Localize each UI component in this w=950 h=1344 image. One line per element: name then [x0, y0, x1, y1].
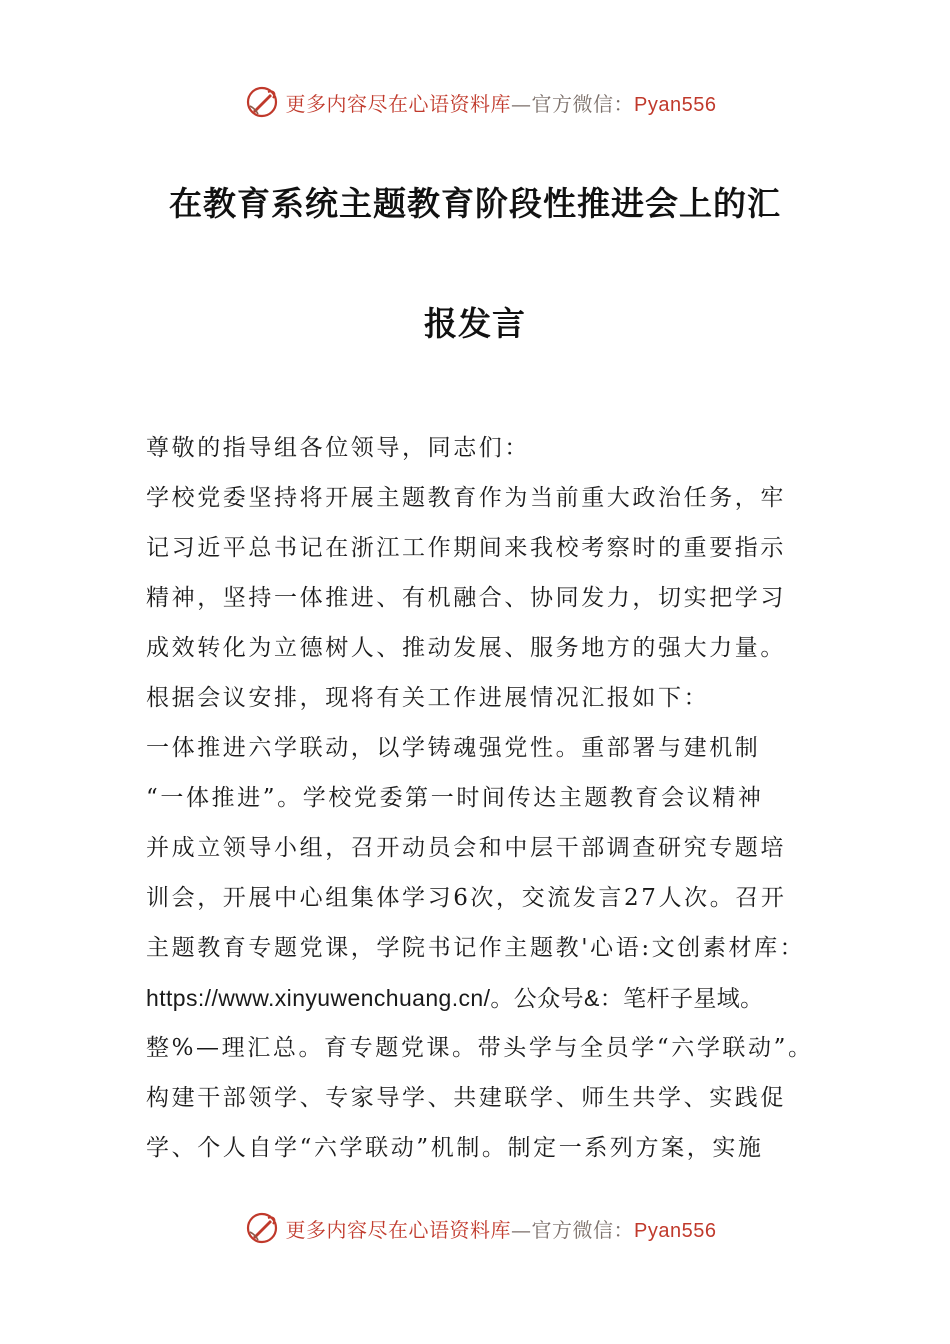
body-line: 学、个人自学“六学联动”机制。制定一系列方案，实施 [146, 1135, 764, 1161]
header-banner [0, 82, 950, 122]
body-line: 根据会议安排，现将有关工作进展情况汇报如下： [146, 685, 710, 711]
document-title-line-1: 在教育系统主题教育阶段性推进会上的汇 [169, 184, 781, 223]
body-line: 构建干部领学、专家导学、共建联学、师生共学、实践促 [146, 1085, 786, 1111]
banner-wechat-label: —官方微信： [511, 91, 635, 116]
banner-site-name: 更多内容尽在心语资料库 [285, 91, 512, 116]
body-line-url: https://www.xinyuwenchuang.cn/。公众号&：笔杆子星域。 [146, 985, 764, 1011]
body-line: 学校党委坚持将开展主题教育作为当前重大政治任务，牢 [146, 485, 786, 511]
banner-site-name: 更多内容尽在心语资料库 [285, 1217, 512, 1242]
body-line: 整%—理汇总。育专题党课。带头学与全员学“六学联动”。 [146, 1035, 814, 1061]
body-line: 并成立领导小组，召开动员会和中层干部调查研究专题培 [146, 835, 786, 861]
document-body [146, 428, 826, 1178]
quill-pen-logo-icon [244, 84, 280, 120]
banner-wechat-id: Pyan556 [634, 93, 717, 116]
body-line: 主题教育专题党课，学院书记作主题教'心语:文创素材库： [146, 935, 806, 961]
quill-pen-logo-icon [244, 1210, 280, 1246]
body-line: “一体推进”。学校党委第一时间传达主题教育会议精神 [146, 785, 764, 811]
body-line: 尊敬的指导组各位领导，同志们： [146, 435, 530, 461]
body-line: 记习近平总书记在浙江工作期间来我校考察时的重要指示 [146, 535, 786, 561]
footer-banner [0, 1208, 950, 1248]
body-line: 精神，坚持一体推进、有机融合、协同发力，切实把学习 [146, 585, 786, 611]
body-line: 成效转化为立德树人、推动发展、服务地方的强大力量。 [146, 635, 786, 661]
body-line: 训会，开展中心组集体学习6次，交流发言27人次。召开 [146, 885, 787, 911]
document-title-line-2: 报发言 [424, 304, 526, 343]
banner-wechat-label: —官方微信： [511, 1217, 635, 1242]
banner-wechat-id: Pyan556 [634, 1219, 717, 1242]
body-line: 一体推进六学联动，以学铸魂强党性。重部署与建机制 [146, 735, 761, 761]
